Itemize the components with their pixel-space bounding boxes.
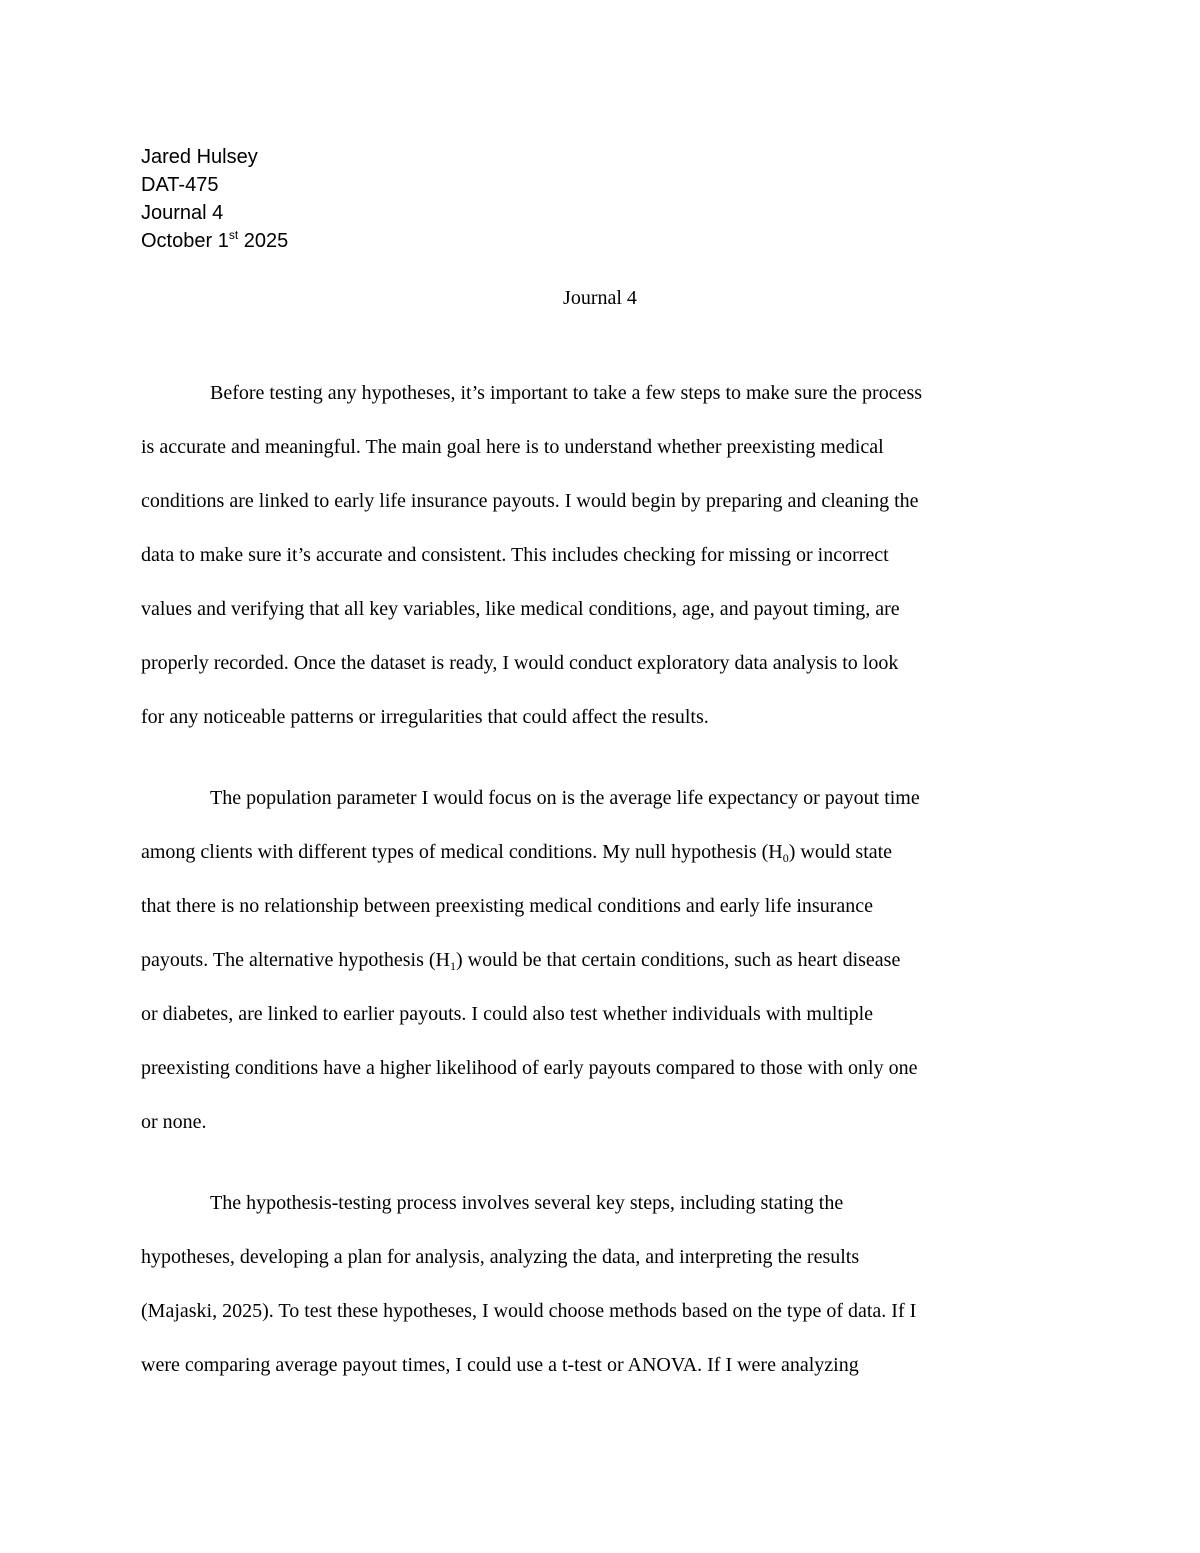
text-line: The population parameter I would focus on is the average life expectancy or payout time: [210, 787, 920, 809]
text-line: or diabetes, are linked to earlier payouts. I could also test whether individuals with multiple: [141, 1003, 874, 1025]
text-line: values and verifying that all key variables, like medical conditions, age, and payout timing, are: [141, 598, 900, 620]
course-code: DAT-475: [141, 174, 219, 196]
text-line: [141, 933, 1059, 987]
text-line: conditions are linked to early life insurance payouts. I would begin by preparing and cleaning the: [141, 490, 919, 512]
text-segment: ) would state: [788, 841, 893, 863]
assignment-name: Journal 4: [141, 202, 224, 224]
text-line: (Majaski, 2025). To test these hypotheses, I would choose methods based on the type of data. If I: [141, 1300, 917, 1322]
document-header: [141, 143, 288, 255]
paragraph: [141, 1176, 1059, 1392]
text-line: that there is no relationship between preexisting medical conditions and early life insurance: [141, 895, 873, 917]
submission-date: [141, 227, 288, 255]
text-line: data to make sure it’s accurate and consistent. This includes checking for missing or incorrect: [141, 544, 889, 566]
text-line: Before testing any hypotheses, it’s important to take a few steps to make sure the process: [210, 382, 923, 404]
date-prefix: October 1: [141, 230, 229, 252]
text-line: for any noticeable patterns or irregularities that could affect the results.: [141, 706, 709, 728]
text-line: is accurate and meaningful. The main goal here is to understand whether preexisting medical: [141, 436, 884, 458]
text-line: properly recorded. Once the dataset is ready, I would conduct exploratory data analysis to look: [141, 652, 899, 674]
text-segment: payouts. The alternative hypothesis (H: [141, 949, 451, 971]
text-segment: ) would be that certain conditions, such as heart disease: [456, 949, 901, 971]
paragraph: [141, 771, 1059, 1149]
text-line: were comparing average payout times, I could use a t-test or ANOVA. If I were analyzing: [141, 1354, 859, 1376]
text-segment: among clients with different types of medical conditions. My null hypothesis (H: [141, 841, 783, 863]
date-year: 2025: [238, 230, 289, 252]
text-line: [141, 825, 1059, 879]
author-name: Jared Hulsey: [141, 146, 258, 168]
subscript: 0: [782, 851, 789, 865]
subscript: 1: [450, 959, 457, 973]
text-line: hypotheses, developing a plan for analysis, analyzing the data, and interpreting the results: [141, 1246, 860, 1268]
text-line: or none.: [141, 1111, 207, 1133]
date-ordinal-suffix: st: [228, 228, 239, 242]
document-body: [141, 366, 1059, 1419]
text-line: preexisting conditions have a higher likelihood of early payouts compared to those with only one: [141, 1057, 918, 1079]
document-title: Journal 4: [563, 287, 637, 309]
text-line: The hypothesis-testing process involves several key steps, including stating the: [210, 1192, 844, 1214]
paragraph: [141, 366, 1059, 744]
